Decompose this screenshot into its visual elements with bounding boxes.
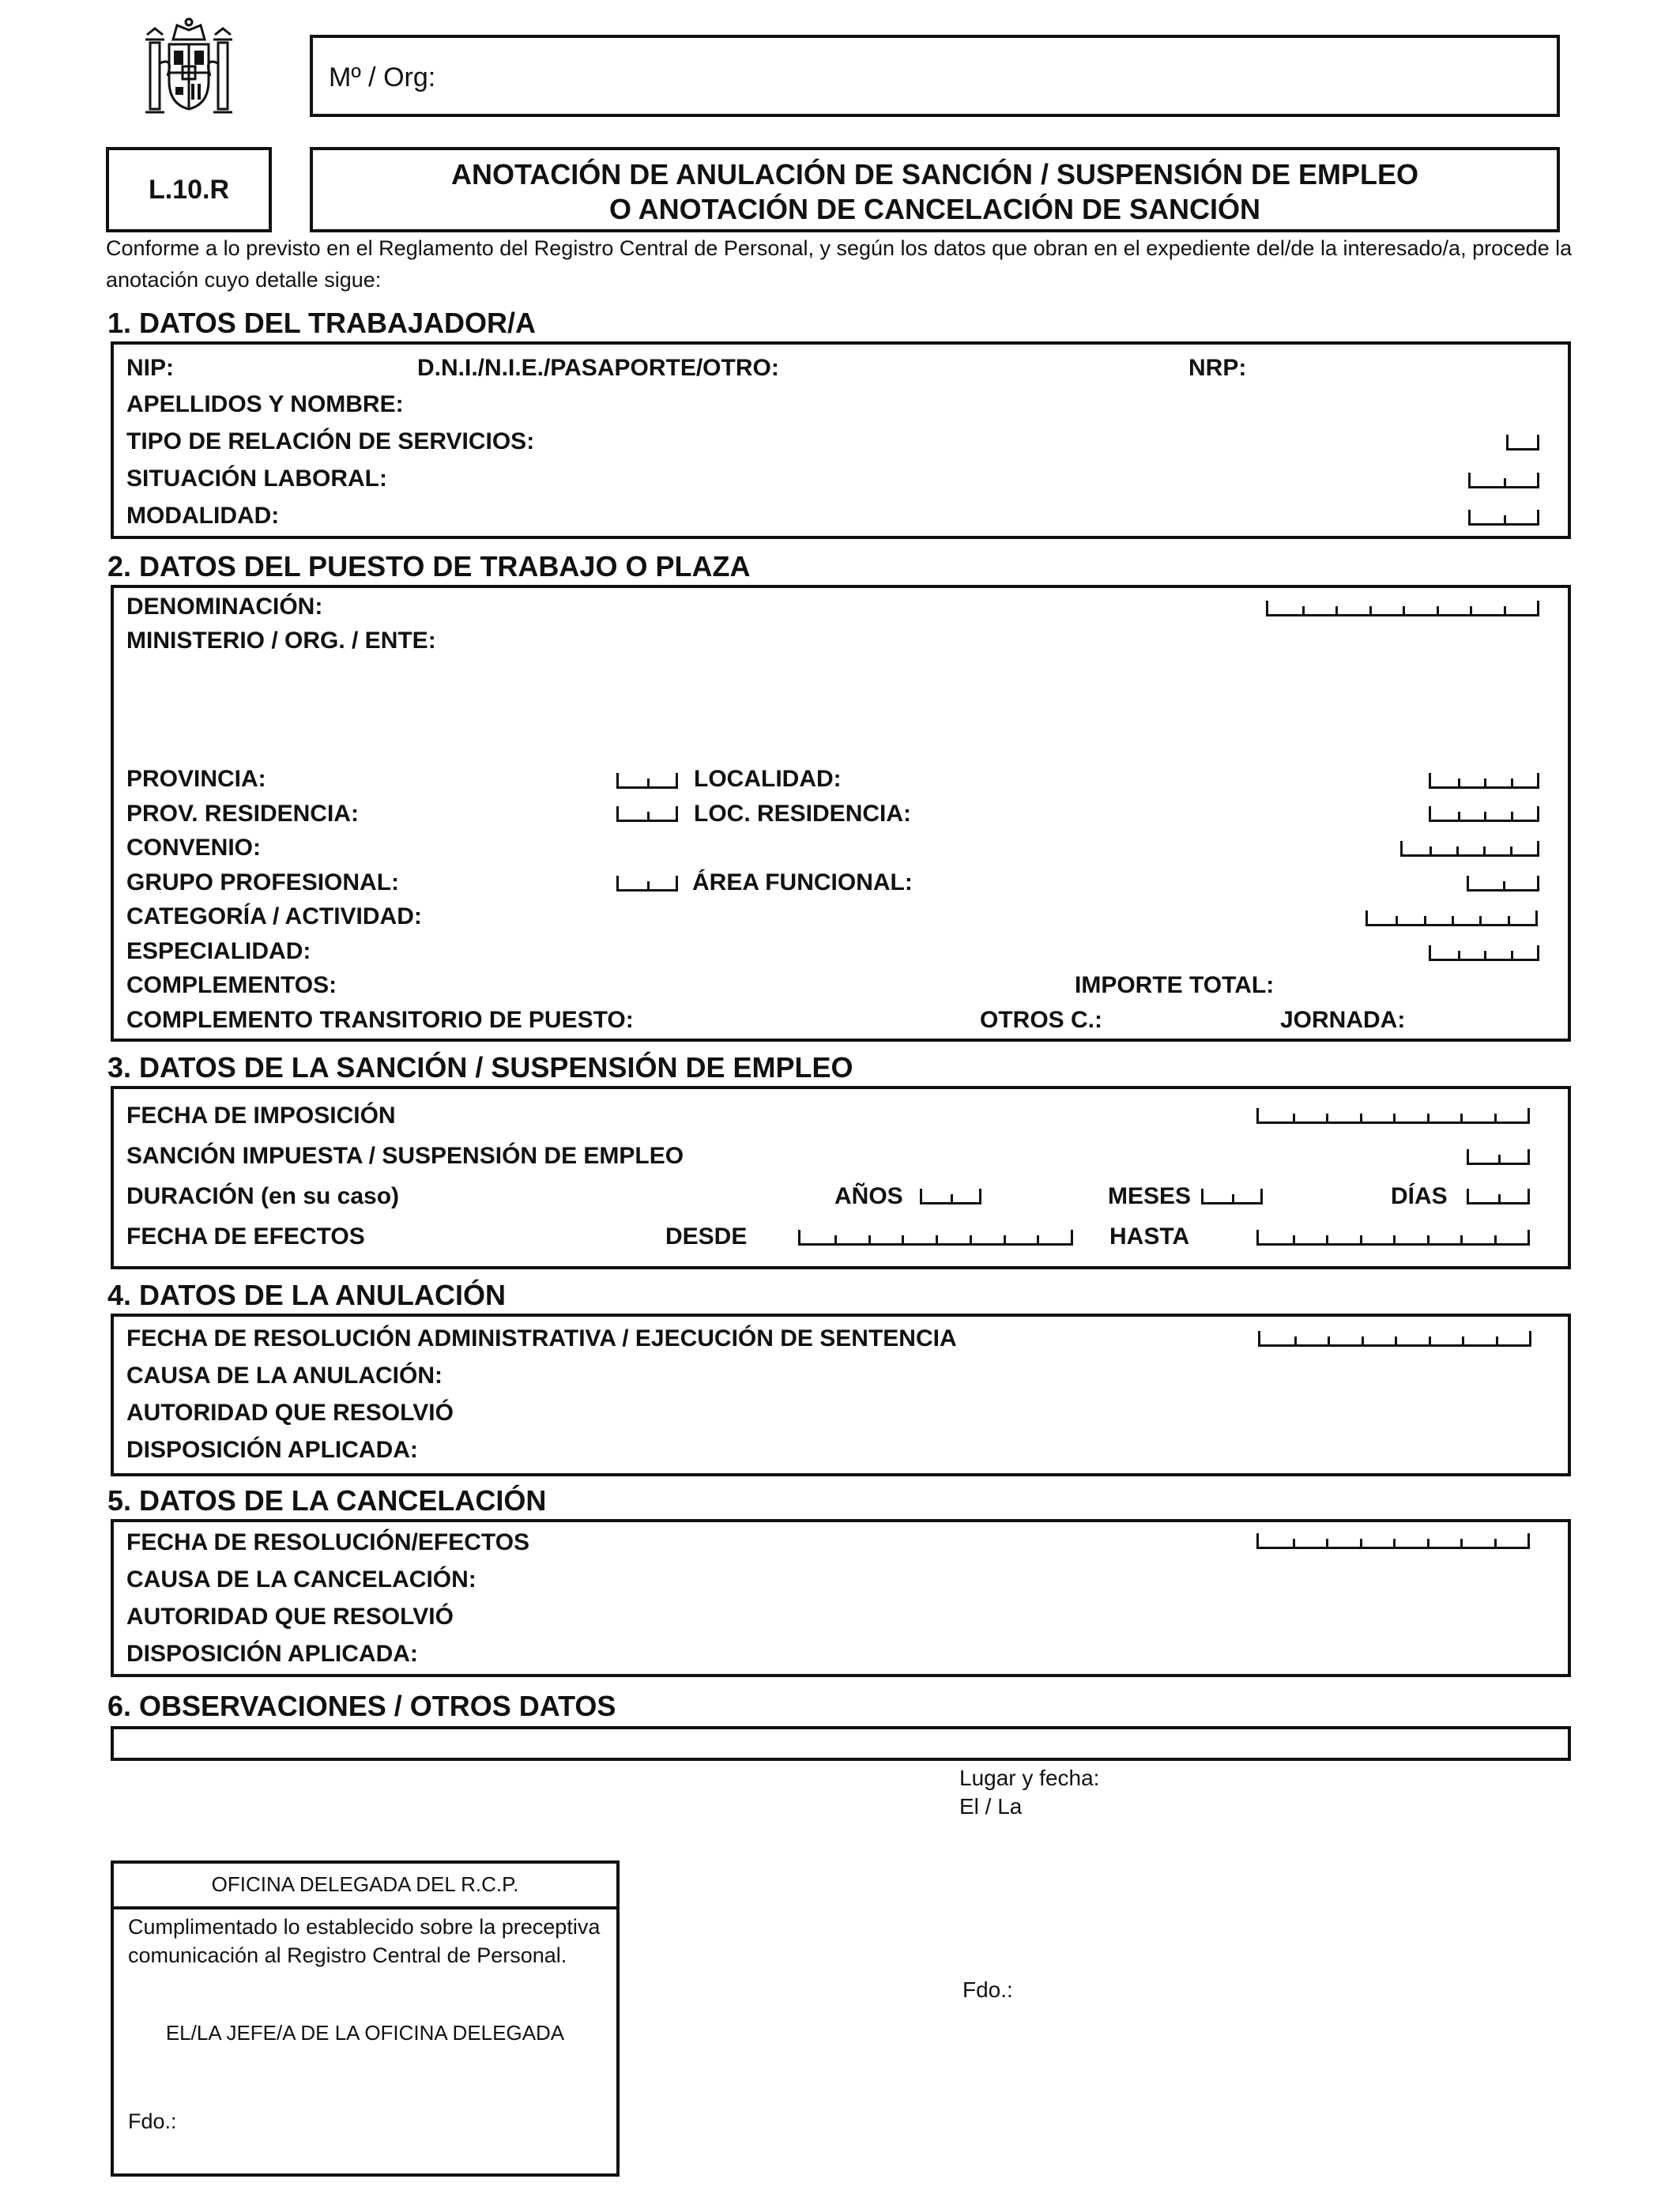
- cell-divider: [1498, 1155, 1501, 1163]
- cell-divider: [1511, 778, 1513, 786]
- cancelacion-autoridad-label: AUTORIDAD QUE RESOLVIÓ: [126, 1604, 454, 1630]
- cell-divider: [868, 1235, 871, 1243]
- cell-divider: [647, 881, 650, 889]
- cell-divider: [1004, 1235, 1006, 1243]
- cell-divider: [1427, 1235, 1430, 1243]
- provincia-label: PROVINCIA:: [126, 766, 266, 792]
- cell-divider: [1470, 606, 1472, 614]
- cell-divider: [902, 1235, 904, 1243]
- section3-title: 3. DATOS DE LA SANCIÓN / SUSPENSIÓN DE EMPLEO: [107, 1051, 853, 1084]
- cell-divider: [1496, 1336, 1498, 1344]
- cell-divider: [936, 1235, 938, 1243]
- cell-divider: [1494, 1235, 1497, 1243]
- cell-divider: [1510, 846, 1512, 854]
- anulacion-fecha-label: FECHA DE RESOLUCIÓN ADMINISTRATIVA / EJECUCIÓN DE SENTENCIA: [126, 1325, 957, 1351]
- cell-divider: [1362, 1336, 1364, 1344]
- cell-divider: [647, 778, 650, 786]
- cell-divider: [1403, 606, 1405, 614]
- loc-residencia-cells[interactable]: [1429, 806, 1539, 822]
- fecha-imposicion-label: FECHA DE IMPOSICIÓN: [126, 1103, 396, 1129]
- nip-label: NIP:: [126, 355, 174, 381]
- oficina-title-row: [114, 1864, 616, 1909]
- especialidad-cells[interactable]: [1429, 945, 1539, 961]
- especialidad-label: ESPECIALIDAD:: [126, 938, 311, 964]
- form-title-line1: ANOTACIÓN DE ANULACIÓN DE SANCIÓN / SUSPENSIÓN DE EMPLEO: [450, 158, 1419, 190]
- cancelacion-disposicion-label: DISPOSICIÓN APLICADA:: [126, 1641, 418, 1667]
- ministerio-label: MINISTERIO / ORG. / ENTE:: [126, 628, 436, 654]
- cell-divider: [1395, 1336, 1397, 1344]
- oficina-text-line2: comunicación al Registro Central de Personal.: [128, 1943, 567, 1967]
- cell-divider: [1393, 1539, 1396, 1547]
- desde-label: DESDE: [665, 1223, 748, 1250]
- cell-divider: [1294, 1336, 1297, 1344]
- localidad-label: LOCALIDAD:: [694, 766, 842, 792]
- cell-divider: [970, 1235, 972, 1243]
- cell-divider: [1396, 916, 1398, 924]
- cell-divider: [1458, 778, 1460, 786]
- intro-text-line2: anotación cuyo detalle sigue:: [106, 268, 382, 292]
- categoria-cells[interactable]: [1365, 910, 1538, 926]
- dias-label: DÍAS: [1391, 1183, 1448, 1209]
- importe-total-label: IMPORTE TOTAL:: [1075, 972, 1275, 998]
- apellidos-label: APELLIDOS Y NOMBRE:: [126, 391, 404, 417]
- anos-label: AÑOS: [834, 1183, 903, 1209]
- form-code-box: [106, 147, 272, 232]
- intro-text-line1: Conforme a lo previsto en el Reglamento del Registro Central de Personal, y según los datos que obran en el expediente del/de la interesado/a, procede la: [106, 236, 1573, 260]
- dni-label: D.N.I./N.I.E./PASAPORTE/OTRO:: [417, 355, 779, 381]
- duracion-label: DURACIÓN (en su caso): [126, 1183, 400, 1209]
- dias-cells[interactable]: [1467, 1189, 1530, 1204]
- section2-title: 2. DATOS DEL PUESTO DE TRABAJO O PLAZA: [107, 550, 751, 582]
- cell-divider: [1326, 1539, 1328, 1547]
- denominacion-cells[interactable]: [1266, 601, 1539, 616]
- lugar-fecha-label: Lugar y fecha:: [959, 1766, 1100, 1790]
- anulacion-causa-label: CAUSA DE LA ANULACIÓN:: [126, 1363, 443, 1389]
- oficina-title: OFICINA DELEGADA DEL R.C.P.: [211, 1872, 519, 1896]
- section5-title: 5. DATOS DE LA CANCELACIÓN: [107, 1484, 547, 1517]
- form-title-box: [310, 147, 1560, 232]
- cell-divider: [1511, 812, 1513, 820]
- oficina-text-line1: Cumplimentado lo establecido sobre la preceptiva: [128, 1915, 601, 1939]
- section1-title: 1. DATOS DEL TRABAJADOR/A: [107, 307, 537, 339]
- jefe-label: EL/LA JEFE/A DE LA OFICINA DELEGADA: [165, 2021, 565, 2045]
- cell-divider: [1360, 1539, 1362, 1547]
- cell-divider: [1326, 1235, 1328, 1243]
- coat-of-arms-icon: [139, 16, 239, 120]
- cell-divider: [1504, 606, 1506, 614]
- cell-divider: [1369, 606, 1372, 614]
- area-cells[interactable]: [1467, 876, 1539, 892]
- cell-divider: [1424, 916, 1426, 924]
- cell-divider: [1511, 951, 1513, 959]
- cell-divider: [1504, 515, 1506, 523]
- cell-divider: [1452, 916, 1454, 924]
- el-la-label: El / La: [959, 1794, 1023, 1819]
- cell-divider: [1460, 1235, 1463, 1243]
- cell-divider: [1460, 1114, 1463, 1122]
- cell-divider: [1326, 1114, 1328, 1122]
- convenio-cells[interactable]: [1400, 841, 1539, 857]
- anulacion-fecha-cells[interactable]: [1258, 1331, 1531, 1347]
- cell-divider: [1328, 1336, 1330, 1344]
- otros-c-label: OTROS C.:: [980, 1007, 1102, 1033]
- cell-divider: [1360, 1235, 1362, 1243]
- cell-divider: [1293, 1114, 1295, 1122]
- cell-divider: [1232, 1194, 1234, 1202]
- cell-divider: [1037, 1235, 1039, 1243]
- fecha-imposicion-cells[interactable]: [1256, 1108, 1530, 1124]
- cell-divider: [1393, 1114, 1396, 1122]
- cell-divider: [1429, 1336, 1431, 1344]
- fdo-right-label: Fdo.:: [962, 1977, 1013, 2002]
- cell-divider: [1456, 846, 1459, 854]
- cell-divider: [1504, 478, 1506, 486]
- cell-divider: [1427, 1114, 1430, 1122]
- grupo-label: GRUPO PROFESIONAL:: [126, 869, 400, 895]
- anulacion-autoridad-label: AUTORIDAD QUE RESOLVIÓ: [126, 1400, 454, 1426]
- cell-divider: [1293, 1235, 1295, 1243]
- jornada-label: JORNADA:: [1280, 1007, 1406, 1033]
- situacion-label: SITUACIÓN LABORAL:: [126, 466, 387, 492]
- cell-divider: [1458, 812, 1460, 820]
- convenio-label: CONVENIO:: [126, 835, 262, 861]
- cell-divider: [1437, 606, 1439, 614]
- section6-title: 6. OBSERVACIONES / OTROS DATOS: [107, 1690, 616, 1722]
- complemento-transitorio-label: COMPLEMENTO TRANSITORIO DE PUESTO:: [126, 1007, 634, 1033]
- cell-divider: [1393, 1235, 1396, 1243]
- cell-divider: [647, 812, 650, 820]
- anos-cells[interactable]: [920, 1189, 981, 1204]
- hasta-label: HASTA: [1109, 1223, 1190, 1250]
- cell-divider: [1498, 1194, 1501, 1202]
- sancion-impuesta-cells[interactable]: [1467, 1149, 1530, 1165]
- cell-divider: [1335, 606, 1338, 614]
- cell-divider: [1302, 606, 1305, 614]
- meses-cells[interactable]: [1201, 1189, 1263, 1204]
- hasta-cells[interactable]: [1256, 1230, 1530, 1246]
- provincia-cells[interactable]: [616, 773, 678, 789]
- fdo-left-label: Fdo.:: [128, 2109, 177, 2133]
- prov-residencia-label: PROV. RESIDENCIA:: [126, 801, 359, 827]
- area-label: ÁREA FUNCIONAL:: [692, 869, 913, 895]
- cell-divider: [1503, 881, 1505, 889]
- cell-divider: [1484, 778, 1486, 786]
- cell-divider: [1508, 916, 1510, 924]
- cell-divider: [951, 1194, 953, 1202]
- cancelacion-fecha-cells[interactable]: [1256, 1533, 1530, 1549]
- cell-divider: [1483, 846, 1486, 854]
- loc-residencia-label: LOC. RESIDENCIA:: [694, 801, 912, 827]
- situacion-cells[interactable]: [1468, 473, 1539, 488]
- nrp-label: NRP:: [1188, 355, 1247, 381]
- cell-divider: [1460, 1539, 1463, 1547]
- cell-divider: [1484, 812, 1486, 820]
- form-code: L.10.R: [148, 175, 230, 205]
- meses-label: MESES: [1108, 1183, 1192, 1209]
- modalidad-label: MODALIDAD:: [126, 503, 280, 529]
- observaciones-box[interactable]: [111, 1726, 1571, 1761]
- cell-divider: [1494, 1539, 1497, 1547]
- prov-residencia-cells[interactable]: [616, 806, 678, 822]
- cell-divider: [1462, 1336, 1464, 1344]
- tipo-relacion-cells[interactable]: [1506, 435, 1539, 450]
- cell-divider: [1293, 1539, 1295, 1547]
- denominacion-label: DENOMINACIÓN:: [126, 594, 323, 620]
- cell-divider: [1458, 951, 1460, 959]
- section4-title: 4. DATOS DE LA ANULACIÓN: [107, 1279, 507, 1311]
- org-field-box[interactable]: [310, 35, 1560, 117]
- modalidad-cells[interactable]: [1468, 510, 1539, 526]
- anulacion-disposicion-label: DISPOSICIÓN APLICADA:: [126, 1437, 418, 1463]
- fecha-efectos-label: FECHA DE EFECTOS: [126, 1223, 365, 1250]
- tipo-relacion-label: TIPO DE RELACIÓN DE SERVICIOS:: [126, 428, 535, 454]
- form-title-line2: O ANOTACIÓN DE CANCELACIÓN DE SANCIÓN: [608, 193, 1260, 225]
- desde-cells[interactable]: [798, 1230, 1073, 1246]
- grupo-cells[interactable]: [616, 876, 678, 892]
- localidad-cells[interactable]: [1429, 773, 1539, 789]
- oficina-delegada-box: [111, 1860, 620, 2177]
- cell-divider: [834, 1235, 837, 1243]
- cell-divider: [1479, 916, 1482, 924]
- sancion-impuesta-label: SANCIÓN IMPUESTA / SUSPENSIÓN DE EMPLEO: [126, 1143, 684, 1169]
- cell-divider: [1430, 846, 1432, 854]
- org-label: Mº / Org:: [329, 62, 436, 92]
- cell-divider: [1494, 1114, 1497, 1122]
- cell-divider: [1427, 1539, 1430, 1547]
- cancelacion-fecha-label: FECHA DE RESOLUCIÓN/EFECTOS: [126, 1529, 530, 1555]
- complementos-label: COMPLEMENTOS:: [126, 972, 337, 998]
- categoria-label: CATEGORÍA / ACTIVIDAD:: [126, 903, 422, 929]
- cancelacion-causa-label: CAUSA DE LA CANCELACIÓN:: [126, 1566, 477, 1593]
- cell-divider: [1360, 1114, 1362, 1122]
- cell-divider: [1484, 951, 1486, 959]
